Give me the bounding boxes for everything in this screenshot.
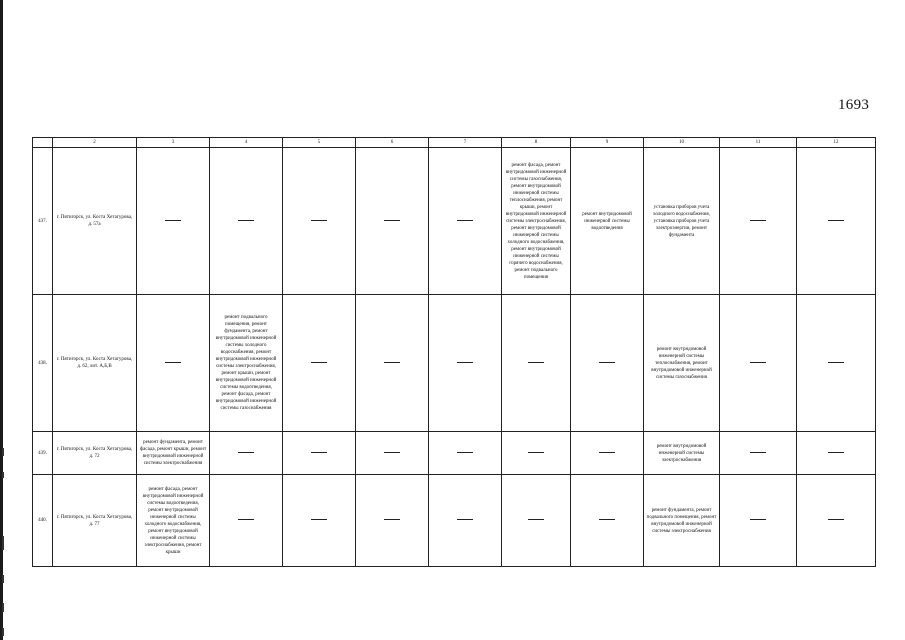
- table-row: [33, 475, 876, 567]
- empty-cell: [283, 295, 356, 432]
- row-number: 440.: [33, 475, 53, 567]
- dash-mark: [457, 452, 473, 453]
- dash-mark: [528, 362, 544, 363]
- row-number: 438.: [33, 295, 53, 432]
- table-row: [33, 295, 876, 432]
- empty-cell: [356, 432, 429, 475]
- table-row: [33, 432, 876, 475]
- dash-mark: [238, 452, 254, 453]
- dash-mark: [750, 220, 766, 221]
- dash-mark: [599, 519, 615, 520]
- dash-mark: [384, 220, 400, 221]
- empty-cell: [356, 475, 429, 567]
- work-cell: ремонт фасада, ремонт внутридомовой инженерной системы водоотведения, ремонт внутридомовой инженерной системы холодного водоснабжения, ремонт внутридомовой инженерной системы электроснабжения, ремонт крыши: [137, 475, 210, 567]
- dash-mark: [457, 362, 473, 363]
- column-number-cell: 8: [502, 138, 571, 148]
- empty-cell: [571, 432, 644, 475]
- dash-mark: [311, 452, 327, 453]
- empty-cell: [429, 432, 502, 475]
- empty-cell: [356, 295, 429, 432]
- column-number-cell: 11: [720, 138, 797, 148]
- binding-mark: [2, 575, 4, 583]
- dash-mark: [165, 362, 181, 363]
- work-cell: ремонт внутридомовой инженерной системы теплоснабжения, ремонт внутридомовой инженерной системы газоснабжения: [644, 295, 720, 432]
- dash-mark: [528, 452, 544, 453]
- address-cell: г. Пятигорск, ул. Коста Хетагурова, д. 72: [53, 432, 137, 475]
- work-cell: ремонт внутридомовой инженерной системы электроснабжения: [644, 432, 720, 475]
- column-number-row: [33, 138, 876, 148]
- binding-mark: [2, 603, 4, 612]
- column-number-cell: 2: [53, 138, 137, 148]
- repair-schedule-table: [32, 137, 876, 567]
- column-number-cell: 3: [137, 138, 210, 148]
- empty-cell: [283, 432, 356, 475]
- dash-mark: [384, 362, 400, 363]
- dash-mark: [750, 452, 766, 453]
- empty-cell: [429, 295, 502, 432]
- dash-mark: [311, 220, 327, 221]
- empty-cell: [283, 475, 356, 567]
- dash-mark: [828, 519, 844, 520]
- work-cell: ремонт фасада, ремонт внутридомовой инженерной системы газоснабжения, ремонт внутридомовой инженерной системы теплоснабжения, ремонт крыши, ремонт внутридомовой инженерной системы электроснабжения, ремонт внутридомовой инженерной системы холодного водоснабжения, ремонт внутридомовой инженерной системы горячего водоснабжения, ремонт подвального помещения: [502, 148, 571, 295]
- dash-mark: [457, 519, 473, 520]
- column-number-cell: 6: [356, 138, 429, 148]
- binding-mark: [2, 448, 4, 456]
- work-cell: установка приборов учета холодного водоснабжения, установка приборов учета электроэнергии, ремонт фундамента: [644, 148, 720, 295]
- binding-mark: [2, 472, 4, 478]
- dash-mark: [384, 452, 400, 453]
- dash-mark: [384, 519, 400, 520]
- address-cell: г. Пятигорск, ул. Коста Хетагурова, д. 62, лит. А,Б,В: [53, 295, 137, 432]
- column-number-cell: 4: [210, 138, 283, 148]
- dash-mark: [457, 220, 473, 221]
- dash-mark: [828, 220, 844, 221]
- page-number: 1693: [838, 97, 870, 113]
- dash-mark: [599, 452, 615, 453]
- empty-cell: [571, 475, 644, 567]
- row-number: 439.: [33, 432, 53, 475]
- work-cell: ремонт фундамента, ремонт подвального помещения, ремонт внутридомовой инженерной системы электроснабжения: [644, 475, 720, 567]
- empty-cell: [797, 475, 876, 567]
- address-cell: г. Пятигорск, ул. Коста Хетагурова, д. 77: [53, 475, 137, 567]
- empty-cell: [502, 475, 571, 567]
- dash-mark: [750, 519, 766, 520]
- empty-cell: [210, 475, 283, 567]
- work-cell: ремонт подвального помещения, ремонт фундамента, ремонт внутридомовой инженерной системы холодного водоснабжения, ремонт внутридомовой инженерной системы электроснабжения, ремонт крыши, ремонт внутридомовой инженерной системы водоотведения, ремонт фасада, ремонт внутридомовой инженерной системы газоснабжения: [210, 295, 283, 432]
- empty-cell: [720, 475, 797, 567]
- address-cell: г. Пятигорск, ул. Коста Хетагурова, д. 57а: [53, 148, 137, 295]
- empty-cell: [137, 295, 210, 432]
- dash-mark: [750, 362, 766, 363]
- column-number-cell: 5: [283, 138, 356, 148]
- column-number-cell: 9: [571, 138, 644, 148]
- empty-cell: [210, 148, 283, 295]
- empty-cell: [797, 295, 876, 432]
- dash-mark: [528, 519, 544, 520]
- empty-cell: [720, 295, 797, 432]
- dash-mark: [311, 519, 327, 520]
- empty-cell: [283, 148, 356, 295]
- dash-mark: [599, 362, 615, 363]
- dash-mark: [238, 220, 254, 221]
- empty-cell: [502, 432, 571, 475]
- table-row: [33, 148, 876, 295]
- row-number: 437.: [33, 148, 53, 295]
- binding-mark: [2, 536, 4, 550]
- column-number-cell: [33, 138, 53, 148]
- empty-cell: [797, 148, 876, 295]
- column-number-cell: 10: [644, 138, 720, 148]
- empty-cell: [571, 295, 644, 432]
- work-cell: ремонт внутридомовой инженерной системы водоотведения: [571, 148, 644, 295]
- dash-mark: [165, 220, 181, 221]
- empty-cell: [429, 475, 502, 567]
- dash-mark: [311, 362, 327, 363]
- dash-mark: [238, 519, 254, 520]
- empty-cell: [429, 148, 502, 295]
- binding-mark: [2, 628, 4, 636]
- empty-cell: [210, 432, 283, 475]
- column-number-cell: 12: [797, 138, 876, 148]
- empty-cell: [356, 148, 429, 295]
- empty-cell: [137, 148, 210, 295]
- empty-cell: [502, 295, 571, 432]
- work-cell: ремонт фундамента, ремонт фасада, ремонт крыши, ремонт внутридомовой инженерной системы электроснабжения: [137, 432, 210, 475]
- empty-cell: [797, 432, 876, 475]
- dash-mark: [828, 362, 844, 363]
- empty-cell: [720, 148, 797, 295]
- empty-cell: [720, 432, 797, 475]
- dash-mark: [828, 452, 844, 453]
- column-number-cell: 7: [429, 138, 502, 148]
